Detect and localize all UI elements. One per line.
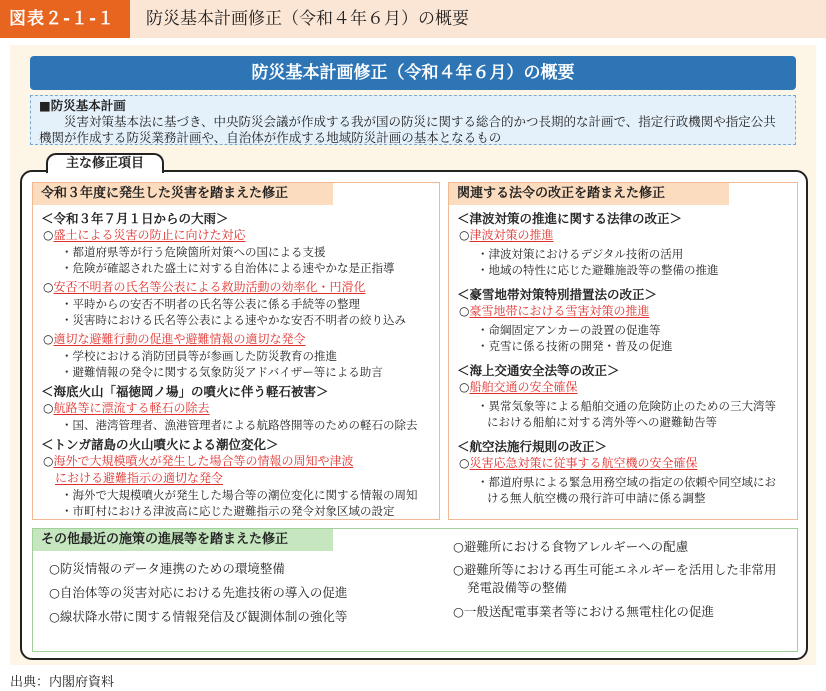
group-title: ＜令和３年７月１日からの大雨＞ (41, 211, 229, 226)
circle-marker: ○ (43, 228, 54, 242)
list-item: ○航路等に漂流する軽石の除去 (43, 401, 210, 415)
bullet-item: ・学校における消防団員等が参画した防災教育の推進 (61, 349, 337, 363)
circle-marker: ○ (43, 401, 54, 415)
bullet-item: ・異常気象等による船舶交通の危険防止のための三大湾等における船舶に対する湾外等への避難勧告等 (477, 399, 776, 429)
main-banner: 防災基本計画修正（令和４年６月）の概要 (30, 56, 796, 90)
group-title: ＜航空法施行規則の改正＞ (457, 439, 608, 454)
list-item: ○災害応急対策に従事する航空機の安全確保 (459, 456, 698, 470)
bullet-item: ・津波対策におけるデジタル技術の活用 (477, 247, 684, 261)
figure-title-bar (0, 0, 826, 38)
right-section-body (457, 207, 793, 506)
basic-plan-box (30, 95, 796, 145)
bullet-item: ・平時からの安否不明者の氏名等公表に係る手続等の整理 (61, 297, 360, 311)
figure-panel (10, 45, 816, 665)
circle-marker: ○ (459, 380, 470, 394)
circle-marker: ○ (459, 304, 470, 318)
list-item: ○避難所における食物アレルギーへの配慮 (453, 539, 689, 554)
list-item: ○盛土による災害の防止に向けた対応 (43, 228, 246, 242)
circle-marker: ○ (43, 332, 54, 346)
left-section (32, 182, 440, 520)
right-section (448, 182, 798, 520)
circle-marker: ○ (459, 456, 470, 470)
list-item: ○津波対策の推進 (459, 228, 554, 242)
circle-marker: ○ (43, 280, 54, 294)
bullet-item: ・市町村における津波高に応じた避難指示の発令対象区域の設定 (61, 504, 395, 518)
bullet-item: ・都道府県等が行う危険箇所対策への国による支援 (61, 245, 326, 259)
left-section-heading: 令和３年度に発生した災害を踏まえた修正 (33, 183, 333, 205)
bullet-item: ・国、港湾管理者、漁港管理者による航路啓開等のための軽石の除去 (61, 418, 418, 432)
right-section-heading: 関連する法令の改正を踏まえた修正 (449, 183, 729, 205)
bullet-item: ・克雪に係る技術の開発・普及の促進 (477, 339, 673, 353)
bullet-item: ・危険が確認された盛土に対する自治体による速やかな是正指導 (61, 261, 395, 275)
bullet-item: ・災害時における氏名等公表による速やかな安否不明者の絞り込み (61, 313, 406, 327)
list-item: ○避難所等における再生可能エネルギーを活用した非常用発電設備等の整備 (453, 562, 777, 595)
group-title: ＜海底火山「福徳岡ノ場」の噴火に伴う軽石被害＞ (41, 384, 329, 399)
figure-title: 防災基本計画修正（令和４年６月）の概要 (146, 9, 469, 29)
basic-plan-body: 災害対策基本法に基づき、中央防災会議が作成する我が国の防災に関する総合的かつ長期的な計画で、指定行政機関や指定公共機関が作成する防災業務計画や、自治体が作成する地域防災計画の基本となるもの (39, 114, 776, 145)
left-section-body (41, 207, 435, 519)
bullet-item: ・避難情報の発令に関する気象防災アドバイザー等による助言 (61, 365, 383, 379)
group-title: ＜海上交通安全法等の改正＞ (457, 363, 620, 378)
basic-plan-heading: ■防災基本計画 (39, 98, 126, 113)
source-note: 出典：内閣府資料 (10, 675, 115, 690)
circle-marker: ○ (459, 228, 470, 242)
group-title: ＜豪雪地帯対策特別措置法の改正＞ (457, 287, 658, 302)
other-right-list (453, 537, 783, 626)
group-title: ＜トンガ諸島の火山噴火による潮位変化＞ (41, 437, 279, 452)
list-item: ○防災情報のデータ連携のための環境整備 (49, 561, 285, 576)
bullet-item: ・地域の特性に応じた避難施設等の整備の推進 (477, 263, 719, 277)
list-item: ○適切な避難行動の促進や避難情報の適切な発令 (43, 332, 306, 346)
list-item: ○自治体等の災害対応における先進技術の導入の促進 (49, 585, 348, 600)
bullet-item: ・海外で大規模噴火が発生した場合等の潮位変化に関する情報の周知 (61, 488, 418, 502)
other-section-heading: その他最近の施策の進展等を踏まえた修正 (33, 529, 333, 551)
other-section (32, 528, 798, 652)
main-revisions-label: 主な修正項目 (46, 153, 164, 173)
bullet-item: ・都道府県による緊急用務空域の指定の依頼や同空域における無人航空機の飛行許可申請に係る調整 (477, 475, 776, 505)
group-title: ＜津波対策の推進に関する法律の改正＞ (457, 211, 683, 226)
main-revisions-box (20, 170, 808, 660)
figure-number: 図表２-１-１ (0, 0, 130, 38)
bullet-item: ・命綱固定アンカーの設置の促進等 (477, 323, 661, 337)
list-item: ○安否不明者の氏名等公表による救助活動の効率化・円滑化 (43, 280, 366, 294)
list-item: ○海外で大規模噴火が発生した場合等の情報の周知や津波における避難指示の適切な発令 (43, 454, 354, 485)
list-item: ○船舶交通の安全確保 (459, 380, 578, 394)
other-left-list (49, 559, 439, 631)
list-item: ○豪雪地帯における雪害対策の推進 (459, 304, 650, 318)
list-item: ○一般送配電事業者等における無電柱化の促進 (453, 604, 714, 619)
circle-marker: ○ (43, 454, 54, 468)
list-item: ○線状降水帯に関する情報発信及び観測体制の強化等 (49, 609, 348, 624)
